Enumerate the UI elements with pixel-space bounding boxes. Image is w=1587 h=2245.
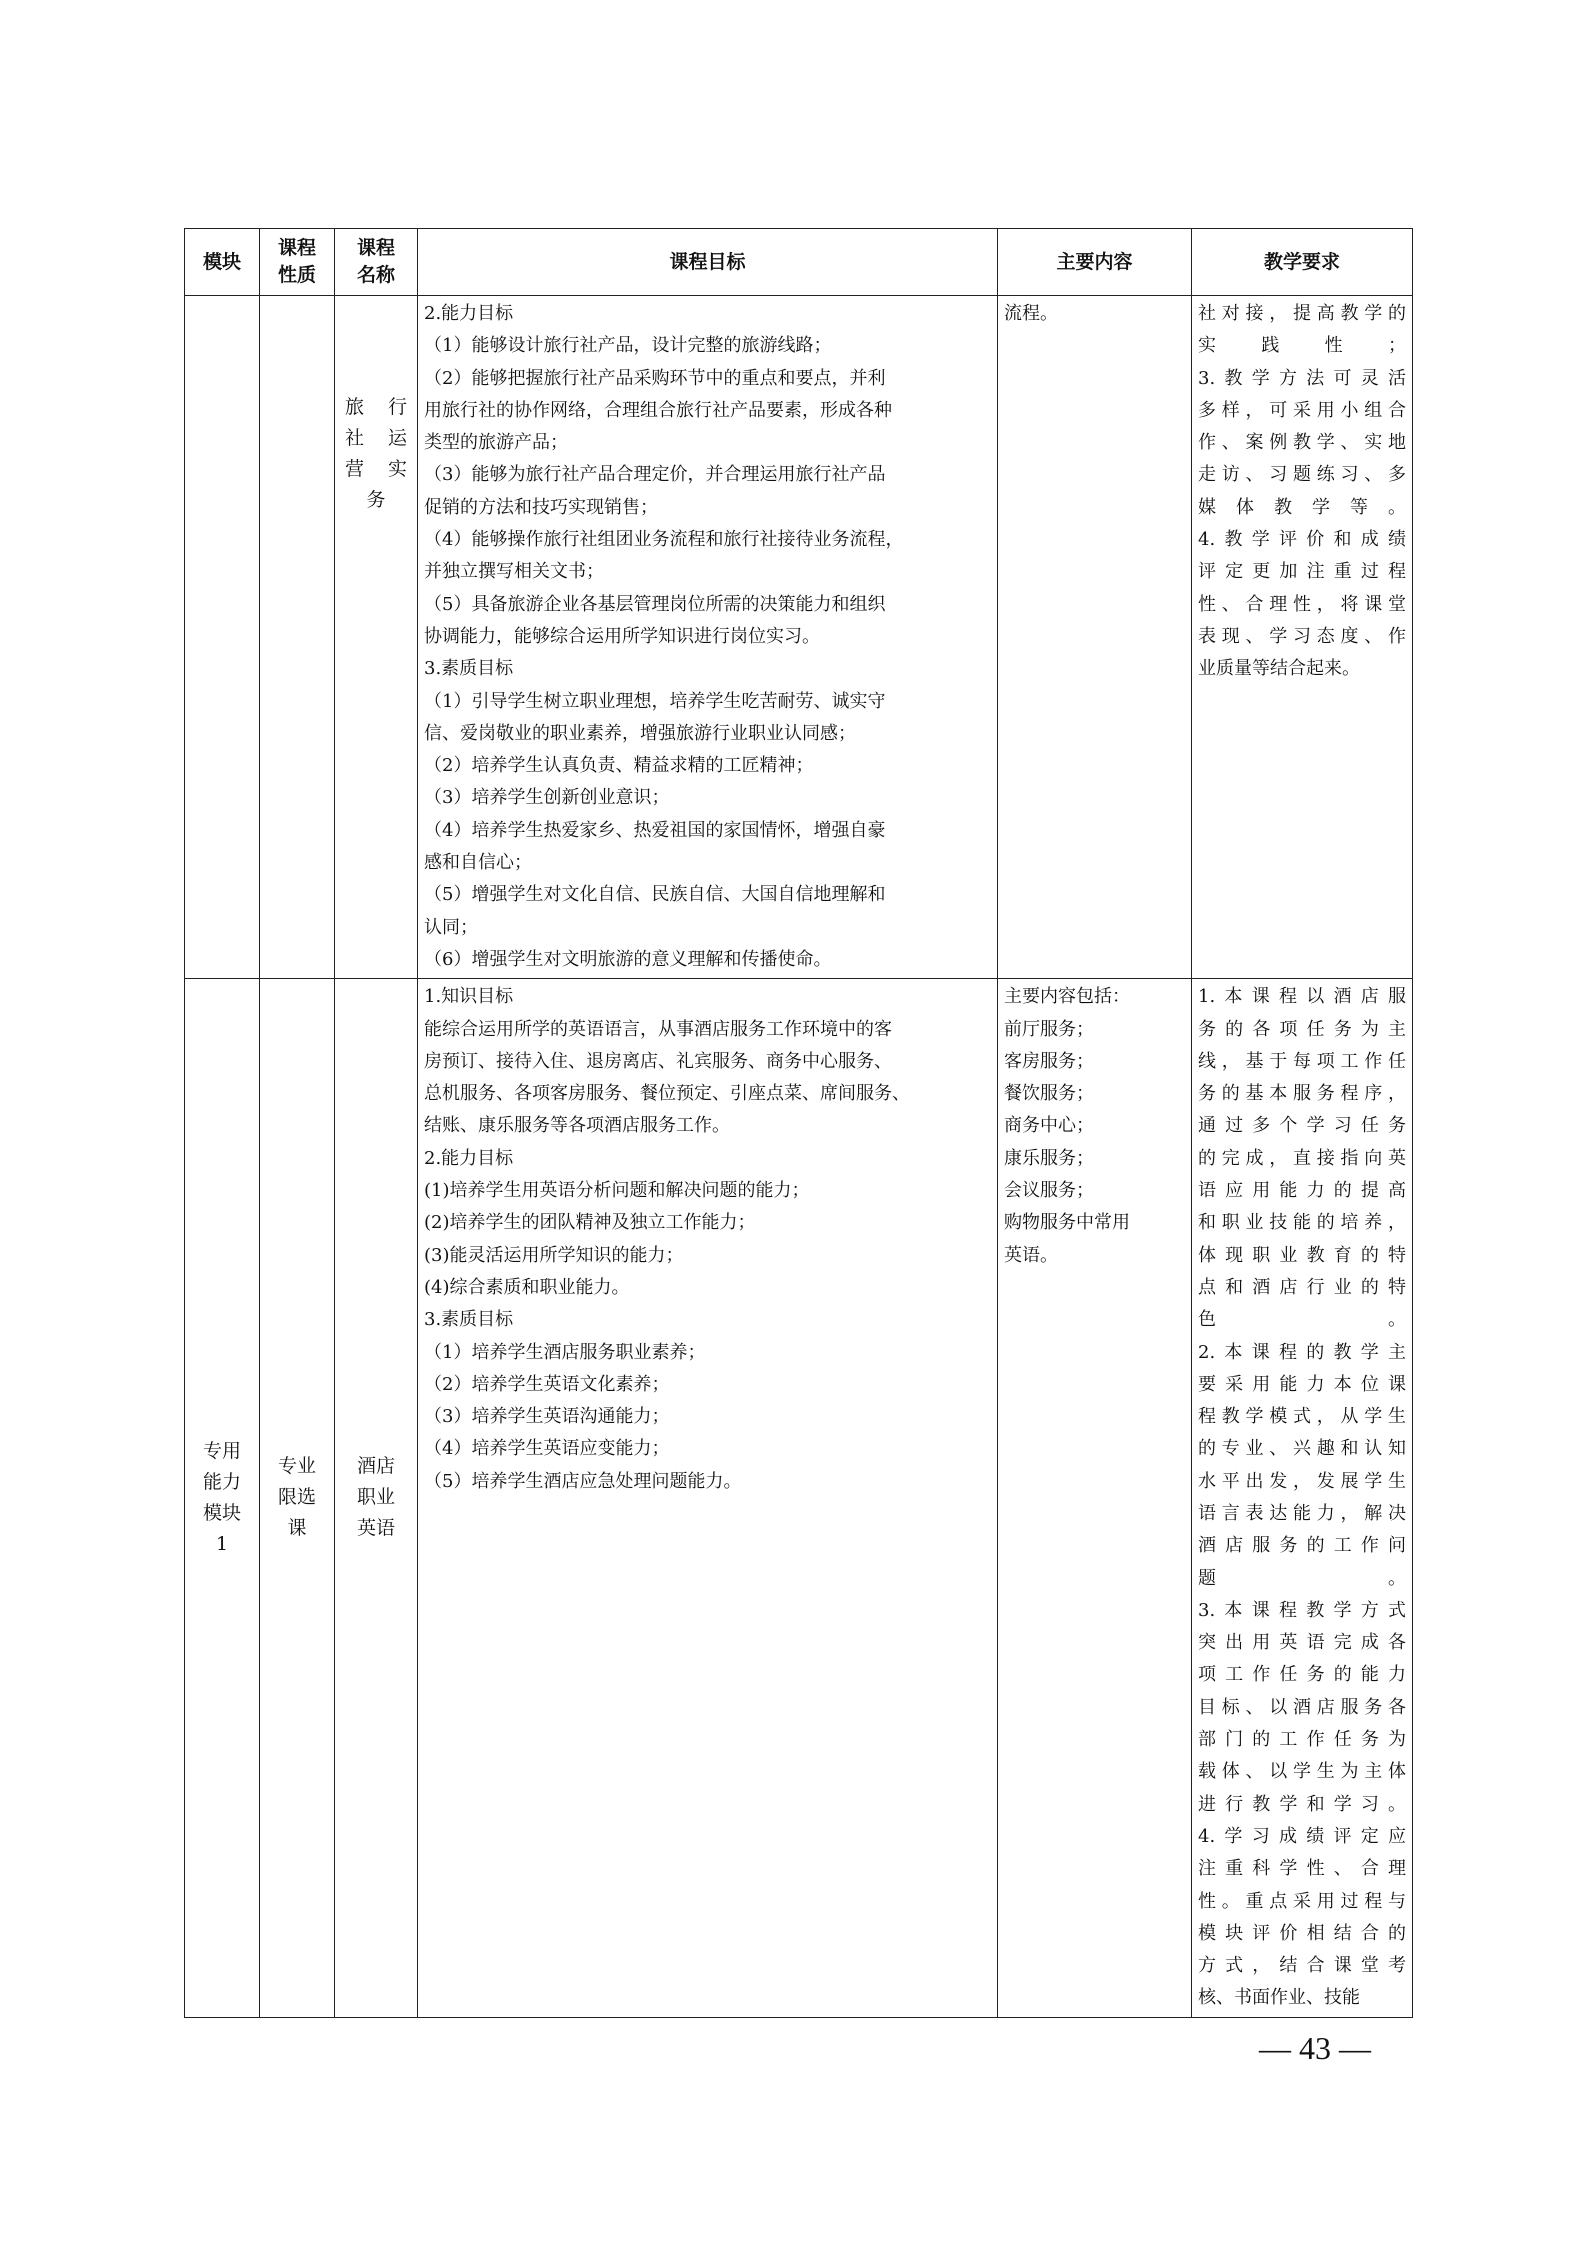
- header-name: 课程 名称: [335, 229, 418, 296]
- text-line: 酒店: [356, 1455, 395, 1478]
- text-line: 注重科学性、合理: [1198, 1858, 1406, 1880]
- text-line: 1.本课程以酒店服: [1198, 986, 1406, 1008]
- course-table: [184, 228, 1413, 2018]
- text-line: （2）能够把握旅行社产品采购环节中的重点和要点，并利: [424, 367, 886, 389]
- text-line: 目标、以酒店服务各: [1198, 1696, 1406, 1718]
- text-line: 英语。: [1004, 1244, 1058, 1266]
- text-line: 部门的工作任务为: [1198, 1729, 1406, 1751]
- text-line: 表现、学习态度、作: [1198, 625, 1406, 647]
- text-line: 前厅服务；: [1004, 1018, 1094, 1040]
- text-line: （5）具备旅游企业各基层管理岗位所需的决策能力和组织: [424, 593, 886, 615]
- text-line: 核、书面作业、技能: [1198, 1987, 1360, 2009]
- text-line: 认同；: [424, 916, 478, 938]
- text-line: 和职业技能的培养，: [1198, 1212, 1406, 1234]
- text-line: 4.学习成绩评定应: [1198, 1825, 1406, 1847]
- text-line: 商务中心；: [1004, 1115, 1094, 1137]
- text-line: 语应用能力的提高: [1198, 1180, 1406, 1202]
- text-line: 性、合理性，将课堂: [1198, 593, 1406, 615]
- content-cell: [998, 979, 1192, 2018]
- text-line: 专业: [277, 1455, 316, 1478]
- text-line: 方式，结合课堂考: [1198, 1955, 1406, 1977]
- text-line: 职业: [356, 1486, 395, 1509]
- text-line: 点和酒店行业的特: [1198, 1276, 1406, 1298]
- text-line: 感和自信心；: [424, 852, 532, 874]
- text-line: 作、案例教学、实地: [1198, 432, 1406, 454]
- text-line: 题。: [1198, 1567, 1406, 1589]
- text-line: 载体、以学生为主体: [1198, 1761, 1406, 1783]
- nature-cell: [260, 979, 335, 2018]
- text-line: 总机服务、各项客房服务、餐位预定、引座点菜、席间服务、: [424, 1083, 910, 1105]
- text-line: 康乐服务；: [1004, 1147, 1094, 1169]
- text-line: 业质量等结合起来。: [1198, 658, 1360, 680]
- text-line: （6）增强学生对文明旅游的意义理解和传播使命。: [424, 948, 832, 970]
- text-line: 协调能力，能够综合运用所学知识进行岗位实习。: [424, 625, 820, 647]
- text-line: （3）培养学生英语沟通能力；: [424, 1406, 670, 1428]
- text-line: 酒店服务的工作问: [1198, 1535, 1406, 1557]
- text-line: 结账、康乐服务等各项酒店服务工作。: [424, 1115, 730, 1137]
- header-content: 主要内容: [998, 229, 1192, 296]
- text-line: (1)培养学生用英语分析问题和解决问题的能力；: [424, 1180, 810, 1202]
- module-cell: [185, 296, 260, 979]
- text-line: 并独立撰写相关文书；: [424, 561, 604, 583]
- header-goals: 课程目标: [418, 229, 998, 296]
- text-line: 务: [366, 489, 395, 511]
- text-line: 要采用能力本位课: [1198, 1373, 1406, 1395]
- text-line: 体现职业教育的特: [1198, 1244, 1406, 1266]
- table-header-row: [185, 229, 1413, 296]
- text-line: 3.本课程教学方式: [1198, 1599, 1406, 1621]
- text-line: 的完成，直接指向英: [1198, 1147, 1406, 1169]
- text-line: 购物服务中常用: [1004, 1212, 1130, 1234]
- text-line: （2）培养学生英语文化素养；: [424, 1373, 670, 1395]
- header-nature: 课程 性质: [260, 229, 335, 296]
- text-line: 课: [287, 1517, 307, 1540]
- text-line: （3）培养学生创新创业意识；: [424, 787, 670, 809]
- text-line: （5）增强学生对文化自信、民族自信、大国自信地理解和: [424, 884, 886, 906]
- text-line: 多样，可采用小组合: [1198, 399, 1406, 421]
- text-line: 促销的方法和技巧实现销售；: [424, 496, 658, 518]
- text-line: 务的基本服务程序，: [1198, 1083, 1406, 1105]
- text-line: （4）培养学生热爱家乡、热爱祖国的家国情怀，增强自豪: [424, 819, 886, 841]
- text-line: （1）能够设计旅行社产品，设计完整的旅游线路；: [424, 335, 832, 357]
- text-line: 媒体教学等。: [1198, 496, 1406, 518]
- text-line: 类型的旅游产品；: [424, 432, 568, 454]
- text-line: 3.素质目标: [424, 658, 514, 680]
- text-line: （1）引导学生树立职业理想，培养学生吃苦耐劳、诚实守: [424, 690, 886, 712]
- text-line: 能力: [202, 1470, 241, 1493]
- text-line: 评定更加注重过程: [1198, 561, 1406, 583]
- text-line: 水平出发，发展学生: [1198, 1470, 1406, 1492]
- text-line: 流程。: [1004, 303, 1058, 324]
- text-line: 的专业、兴趣和认知: [1198, 1438, 1406, 1460]
- header-requirements: 教学要求: [1192, 229, 1413, 296]
- text-line: (4)综合素质和职业能力。: [424, 1276, 630, 1298]
- text-line: 项工作任务的能力: [1198, 1664, 1406, 1686]
- name-cell: [335, 979, 418, 2018]
- text-line: 客房服务；: [1004, 1050, 1094, 1072]
- text-line: 房预订、接待入住、退房离店、礼宾服务、商务中心服务、: [424, 1050, 892, 1072]
- content-cell: [998, 296, 1192, 979]
- table-row: [185, 296, 1413, 979]
- text-line: 英语: [356, 1517, 395, 1540]
- text-line: 信、爱岗敬业的职业素养，增强旅游行业职业认同感；: [424, 722, 856, 744]
- module-cell: [185, 979, 260, 2018]
- text-line: （1）培养学生酒店服务职业素养；: [424, 1341, 706, 1363]
- name-cell: [335, 296, 418, 979]
- text-line: 色。: [1198, 1309, 1406, 1331]
- text-line: 会议服务；: [1004, 1180, 1094, 1202]
- text-line: （2）培养学生认真负责、精益求精的工匠精神；: [424, 755, 814, 777]
- text-line: 性。重点采用过程与: [1198, 1890, 1406, 1912]
- text-line: 线，基于每项工作任: [1198, 1050, 1406, 1072]
- requirements-cell: [1192, 296, 1413, 979]
- text-line: （4）能够操作旅行社组团业务流程和旅行社接待业务流程，: [424, 529, 904, 551]
- text-line: 餐饮服务；: [1004, 1083, 1094, 1105]
- text-line: 社对接，提高教学的: [1198, 303, 1406, 324]
- text-line: (3)能灵活运用所学知识的能力；: [424, 1244, 684, 1266]
- text-line: 2.本课程的教学主: [1198, 1341, 1406, 1363]
- text-line: 通过多个学习任务: [1198, 1115, 1406, 1137]
- text-line: 2.能力目标: [424, 303, 514, 324]
- text-line: 语言表达能力，解决: [1198, 1502, 1406, 1524]
- text-line: 专用: [202, 1439, 241, 1462]
- text-line: 用旅行社的协作网络，合理组合旅行社产品要素，形成各种: [424, 399, 892, 421]
- text-line: 模块评价相结合的: [1198, 1922, 1406, 1944]
- text-line: 程教学模式，从学生: [1198, 1406, 1406, 1428]
- page-number: — 43 —: [1259, 2030, 1371, 2066]
- text-line: 3.素质目标: [424, 1309, 514, 1331]
- text-line: 能综合运用所学的英语语言，从事酒店服务工作环境中的客: [424, 1018, 892, 1040]
- goals-cell: [418, 296, 998, 979]
- text-line: 务的各项任务为主: [1198, 1018, 1406, 1040]
- goals-cell: [418, 979, 998, 2018]
- text-line: 1.知识目标: [424, 986, 514, 1008]
- text-line: 营 实: [344, 458, 417, 480]
- text-line: 旅 行: [344, 396, 417, 418]
- nature-cell: [260, 296, 335, 979]
- text-line: 3.教学方法可灵活: [1198, 367, 1406, 389]
- header-module: 模块: [185, 229, 260, 296]
- text-line: （5）培养学生酒店应急处理问题能力。: [424, 1470, 742, 1492]
- text-line: 社 运: [344, 427, 417, 449]
- text-line: 突出用英语完成各: [1198, 1632, 1406, 1654]
- text-line: 1: [215, 1532, 229, 1555]
- text-line: 4.教学评价和成绩: [1198, 529, 1406, 551]
- text-line: 走访、习题练习、多: [1198, 464, 1406, 486]
- text-line: 主要内容包括：: [1004, 986, 1130, 1008]
- text-line: 实践性；: [1198, 335, 1406, 357]
- table-row: [185, 979, 1413, 2018]
- text-line: （4）培养学生英语应变能力；: [424, 1438, 670, 1460]
- text-line: 2.能力目标: [424, 1147, 514, 1169]
- text-line: (2)培养学生的团队精神及独立工作能力；: [424, 1212, 756, 1234]
- requirements-cell: [1192, 979, 1413, 2018]
- text-line: （3）能够为旅行社产品合理定价，并合理运用旅行社产品: [424, 464, 886, 486]
- text-line: 限选: [277, 1486, 316, 1509]
- text-line: 进行教学和学习。: [1198, 1793, 1406, 1815]
- text-line: 模块: [202, 1501, 241, 1524]
